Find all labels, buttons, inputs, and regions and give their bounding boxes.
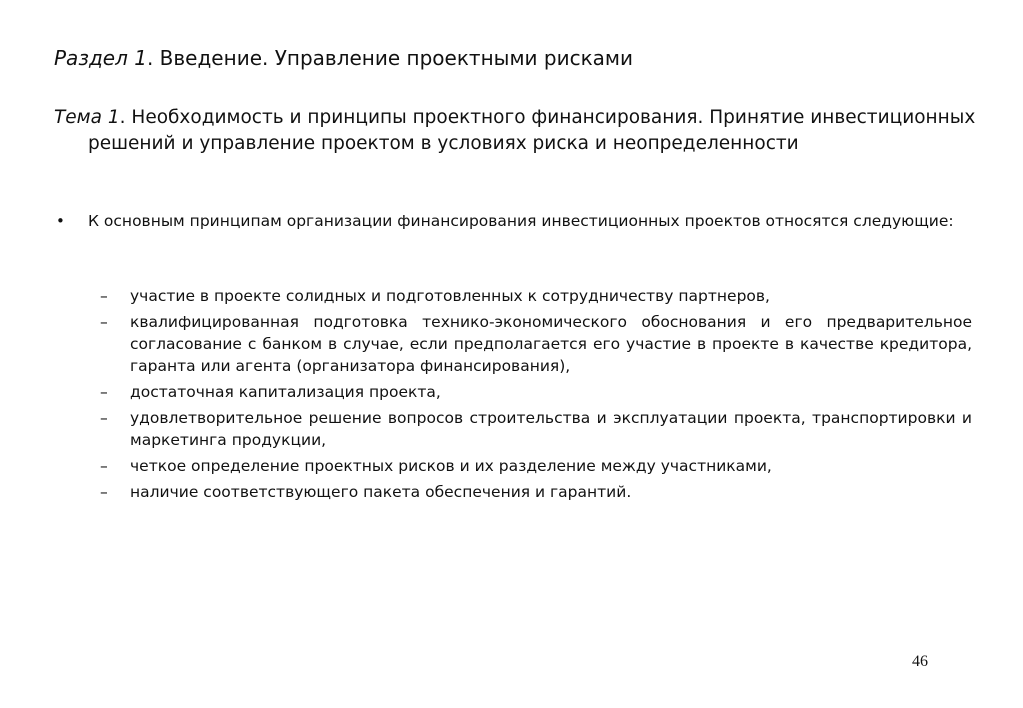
- dash-marker: –: [100, 313, 108, 331]
- list-item-text: удовлетворительное решение вопросов строительства и эксплуатации проекта, транспортировки и маркетинга продукции,: [130, 409, 972, 449]
- intro-bullet-item: [56, 210, 972, 232]
- dash-marker: –: [100, 409, 108, 427]
- section-heading: [54, 44, 974, 72]
- list-item: [100, 407, 972, 451]
- list-item: [100, 381, 972, 403]
- dash-marker: –: [100, 483, 108, 501]
- intro-text: К основным принципам организации финансирования инвестиционных проектов относятся следующие:: [88, 212, 954, 230]
- list-item: [100, 285, 972, 307]
- list-item-text: достаточная капитализация проекта,: [130, 383, 441, 401]
- list-item: [100, 311, 972, 377]
- list-item-text: квалифицированная подготовка технико-экономического обоснования и его предварительное согласование с банком в случае, если предполагается его участие в проекте в качестве кредитора, гаранта или агента (организатора финансирования),: [130, 313, 972, 375]
- section-title: . Введение. Управление проектными рисками: [146, 46, 633, 70]
- list-item-text: четкое определение проектных рисков и их разделение между участниками,: [130, 457, 772, 475]
- dash-marker: –: [100, 383, 108, 401]
- section-label: Раздел 1: [54, 46, 147, 70]
- topic-title: . Необходимость и принципы проектного финансирования. Принятие инвестиционных решений и управление проектом в условиях риска и неопределенности: [88, 107, 976, 154]
- dash-marker: –: [100, 287, 108, 305]
- page-number: 46: [912, 653, 928, 670]
- list-item-text: участие в проекте солидных и подготовленных к сотрудничеству партнеров,: [130, 287, 770, 305]
- topic-heading: [54, 105, 988, 157]
- dash-marker: –: [100, 457, 108, 475]
- bullet-marker: •: [56, 212, 65, 230]
- list-item: [100, 481, 972, 503]
- topic-label: Тема 1: [54, 107, 120, 128]
- list-item: [100, 455, 972, 477]
- principles-list: [100, 285, 972, 507]
- list-item-text: наличие соответствующего пакета обеспечения и гарантий.: [130, 483, 632, 501]
